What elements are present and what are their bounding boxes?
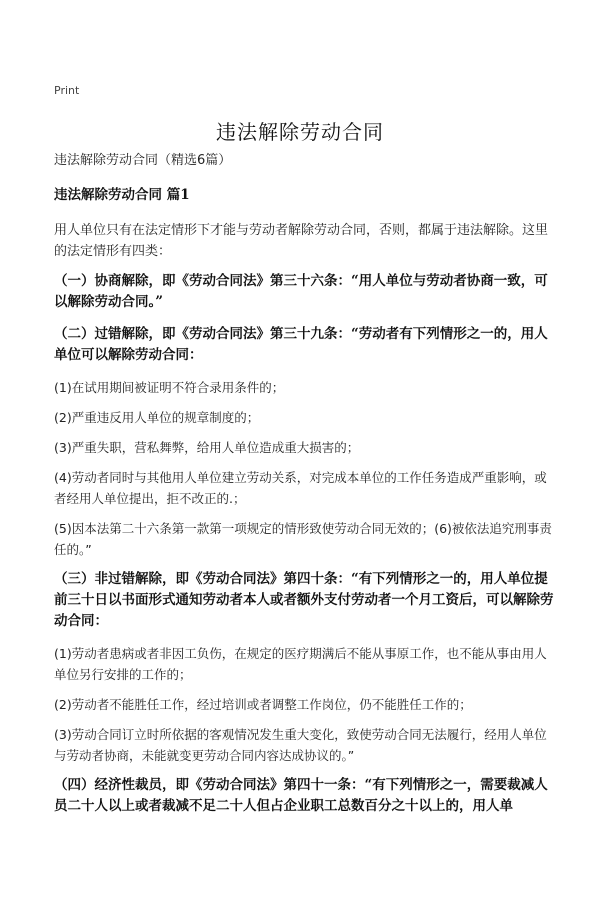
clause-3: （三）非过错解除，即《劳动合同法》第四十条：“有下列情形之一的，用人单位提前三十日以书面形式通知劳动者本人或者额外支付劳动者一个月工资后，可以解除劳动合同：: [54, 571, 554, 629]
clause-2-item-2: (2)严重违反用人单位的规章制度的；: [54, 410, 260, 425]
clause-2-item-5: (5)因本法第二十六条第一款第一项规定的情形致使劳动合同无效的；(6)被依法追究刑事责任的。”: [54, 521, 552, 557]
clause-3-item-2: (2)劳动者不能胜任工作，经过培训或者调整工作岗位，仍不能胜任工作的；: [54, 697, 472, 712]
intro-paragraph: 用人单位只有在法定情形下才能与劳动者解除劳动合同，否则，都属于违法解除。这里的法定情形有四类：: [54, 223, 549, 259]
document-body: [54, 150, 554, 828]
section-title: 违法解除劳动合同 篇1: [54, 187, 190, 203]
clause-2-item-4: (4)劳动者同时与其他用人单位建立劳动关系，对完成本单位的工作任务造成严重影响，或者经用人单位提出，拒不改正的.；: [54, 470, 547, 506]
clause-3-item-3: (3)劳动合同订立时所依据的客观情况发生重大变化，致使劳动合同无法履行，经用人单位与劳动者协商，未能就变更劳动合同内容达成协议的。”: [54, 727, 547, 763]
clause-2: （二）过错解除，即《劳动合同法》第三十九条：“劳动者有下列情形之一的，用人单位可以解除劳动合同：: [54, 326, 548, 363]
clause-3-item-1: (1)劳动者患病或者非因工负伤，在规定的医疗期满后不能从事原工作，也不能从事由用人单位另行安排的工作的；: [54, 646, 547, 682]
document-subtitle: 违法解除劳动合同（精选6篇）: [54, 153, 232, 168]
clause-4: （四）经济性裁员，即《劳动合同法》第四十一条：“有下列情形之一，需要裁减人员二十人以上或者裁减不足二十人但占企业职工总数百分之十以上的，用人单: [54, 777, 548, 814]
print-label: Print: [54, 84, 80, 97]
clause-2-item-3: (3)严重失职，营私舞弊，给用人单位造成重大损害的；: [54, 440, 360, 455]
clause-1: （一）协商解除，即《劳动合同法》第三十六条：“用人单位与劳动者协商一致，可以解除劳动合同。”: [54, 273, 548, 310]
document-title: 违法解除劳动合同: [216, 120, 384, 144]
clause-2-item-1: (1)在试用期间被证明不符合录用条件的；: [54, 380, 285, 395]
